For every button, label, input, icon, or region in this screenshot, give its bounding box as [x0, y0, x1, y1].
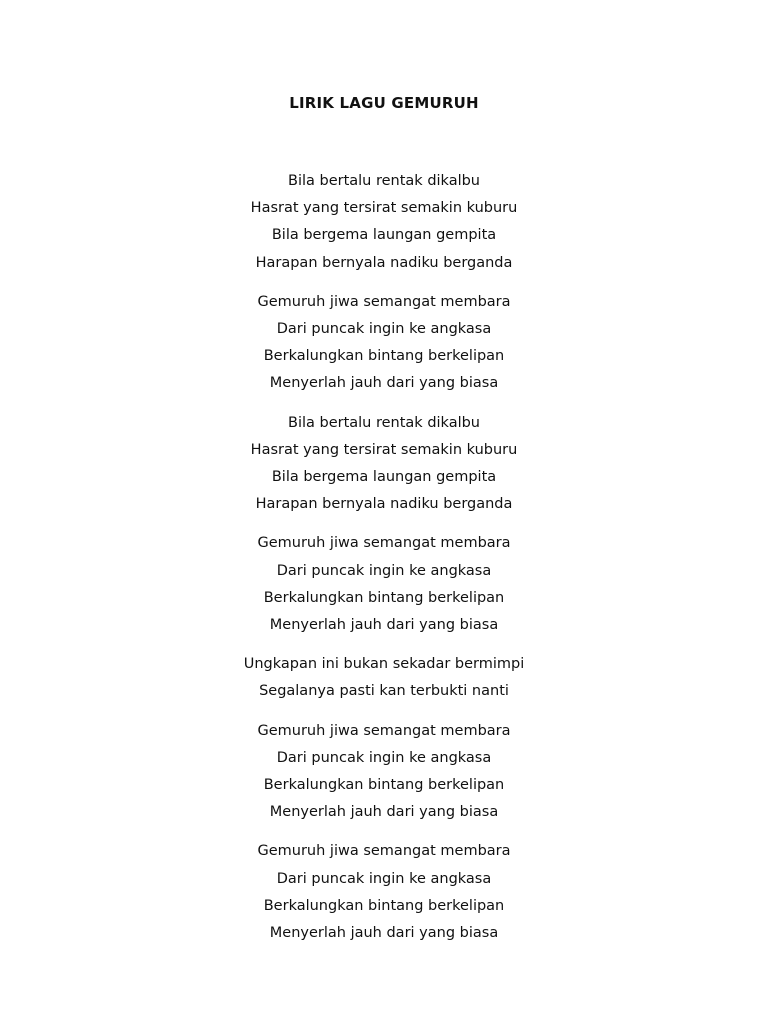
stanza: [0, 168, 768, 277]
lyric-line: Bila bergema laungan gempita: [271, 469, 497, 486]
stanza: [0, 289, 768, 398]
stanza: [0, 838, 768, 947]
lyric-line: Berkalungkan bintang berkelipan: [263, 897, 505, 914]
stanza: [0, 410, 768, 519]
lyric-line: Bila bertalu rentak dikalbu: [288, 173, 480, 189]
lyric-line: Dari puncak ingin ke angkasa: [276, 749, 492, 766]
lyric-line: Menyerlah jauh dari yang biasa: [269, 925, 499, 942]
lyric-line: Ungkapan ini bukan sekadar bermimpi: [243, 656, 525, 673]
lyric-line: Berkalungkan bintang berkelipan: [263, 589, 505, 606]
stanza: [0, 718, 768, 827]
stanza: [0, 530, 768, 639]
lyric-line: Gemuruh jiwa semangat membara: [257, 722, 511, 739]
lyric-line: Dari puncak ingin ke angkasa: [276, 321, 492, 338]
lyric-line: Berkalungkan bintang berkelipan: [263, 348, 505, 365]
lyric-line: Harapan bernyala nadiku berganda: [255, 496, 513, 513]
lyric-line: Dari puncak ingin ke angkasa: [276, 562, 492, 579]
lyric-line: Hasrat yang tersirat semakin kuburu: [250, 200, 518, 217]
stanza: [0, 651, 768, 705]
lyric-line: Dari puncak ingin ke angkasa: [276, 870, 492, 887]
lyric-line: Segalanya pasti kan terbukti nanti: [259, 683, 509, 700]
lyrics-body: [0, 168, 768, 959]
lyric-line: Bila bergema laungan gempita: [271, 227, 497, 244]
lyric-line: Hasrat yang tersirat semakin kuburu: [250, 441, 518, 458]
lyric-line: Berkalungkan bintang berkelipan: [263, 777, 505, 794]
lyric-line: Gemuruh jiwa semangat membara: [257, 535, 511, 552]
lyric-line: Menyerlah jauh dari yang biasa: [269, 375, 499, 392]
lyric-line: Gemuruh jiwa semangat membara: [257, 843, 511, 860]
lyric-line: Harapan bernyala nadiku berganda: [255, 254, 513, 271]
lyric-line: Menyerlah jauh dari yang biasa: [269, 617, 499, 634]
lyric-line: Bila bertalu rentak dikalbu: [288, 414, 480, 431]
page-title: LIRIK LAGU GEMURUH: [289, 94, 479, 112]
lyric-line: Gemuruh jiwa semangat membara: [257, 293, 511, 310]
lyric-line: Menyerlah jauh dari yang biasa: [269, 804, 499, 821]
